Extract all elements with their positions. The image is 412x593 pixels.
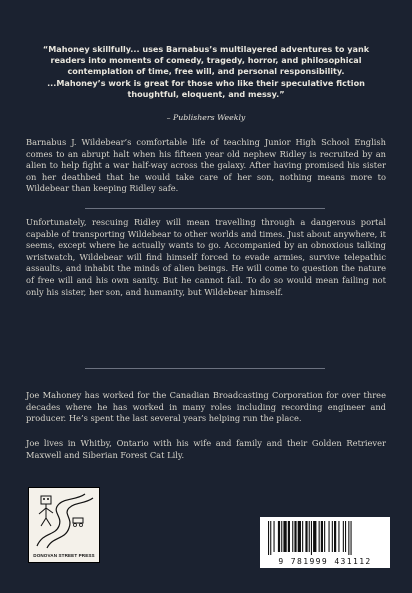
- barcode-bar: [348, 521, 349, 555]
- barcode-bar: [270, 521, 271, 555]
- barcode-bar: [283, 521, 286, 552]
- publisher-name: DONOVAN STREET PRESS: [33, 553, 95, 558]
- isbn-barcode: [260, 517, 390, 568]
- review-attribution: – Publishers Weekly: [166, 113, 246, 122]
- description-paragraph-2: Unfortunately, rescuing Ridley will mean travelling through a dangerous portal capable of transporting Wildebear to other worlds and times. Just about anywhere, it seems, except where he actually wants to go. Accompanied by an obnoxious talking wristwatch, Wildebear will find himself forced to evade armies, survive telepathic assaults, and inhabit the minds of alien beings. He will come to question the nature of free will and his own sanity. But he cannot fail. To do so would mean failing not only his sister, her son, and humanity, but Wildebear himself.: [26, 217, 386, 297]
- barcode-bar: [313, 521, 316, 552]
- publisher-logo: [28, 487, 100, 563]
- barcode-bar: [324, 521, 325, 552]
- barcode-bar: [292, 521, 293, 552]
- barcode-bar: [319, 521, 320, 552]
- barcode-bar: [334, 521, 336, 552]
- review-quote: “Mahoney skillfully... uses Barnabus’s multilayered adventures to yank readers into moments of comedy, tragedy, horror, and philosophical contemplation of time, free will, and personal responsibility. ...Mahoney’s work is great for those who like their speculative fiction thoughtful, eloquent, and messy.”: [42, 44, 370, 99]
- barcode-bar: [321, 521, 323, 552]
- divider: [85, 208, 325, 209]
- barcode-bar: [345, 521, 346, 552]
- barcode-bar: [294, 521, 296, 552]
- barcode-bar: [268, 521, 269, 555]
- barcode-bar: [305, 521, 307, 552]
- barcode-bar: [298, 521, 301, 552]
- barcode-bar: [351, 521, 352, 555]
- barcode-bar: [343, 521, 344, 552]
- author-bio-paragraph-2: Joe lives in Whitby, Ontario with his wife and family and their Golden Retriever Maxwell and Siberian Forest Cat Lily.: [26, 438, 386, 460]
- barcode-bar: [274, 521, 275, 552]
- barcode-bar: [338, 521, 339, 552]
- divider: [85, 368, 325, 369]
- street-robot-icon: [29, 488, 99, 550]
- barcode-bar: [281, 521, 282, 552]
- barcode-bar: [288, 521, 290, 552]
- isbn-number: 9 781999 431112: [278, 557, 372, 566]
- barcode-bar: [309, 521, 310, 552]
- barcode-bar: [332, 521, 333, 552]
- barcode-bar: [329, 521, 330, 552]
- author-bio-paragraph-1: Joe Mahoney has worked for the Canadian Broadcasting Corporation for over three decades where he has worked in many roles including recording engineer and producer. He’s spent the last several years helping run the place.: [26, 390, 386, 424]
- barcode-bar: [302, 521, 303, 552]
- barcode-bar: [278, 521, 280, 552]
- barcode-bar: [311, 521, 312, 555]
- description-paragraph-1: Barnabus J. Wildebear’s comfortable life of teaching Junior High School English comes to an abrupt halt when his fifteen year old nephew Ridley is recruited by an alien to help fight a war half-way across the galaxy. After having promised his sister on her deathbed that he would take care of her son, nothing means more to Wildebear than keeping Ridley safe.: [26, 137, 386, 194]
- barcode-bars: [266, 521, 384, 555]
